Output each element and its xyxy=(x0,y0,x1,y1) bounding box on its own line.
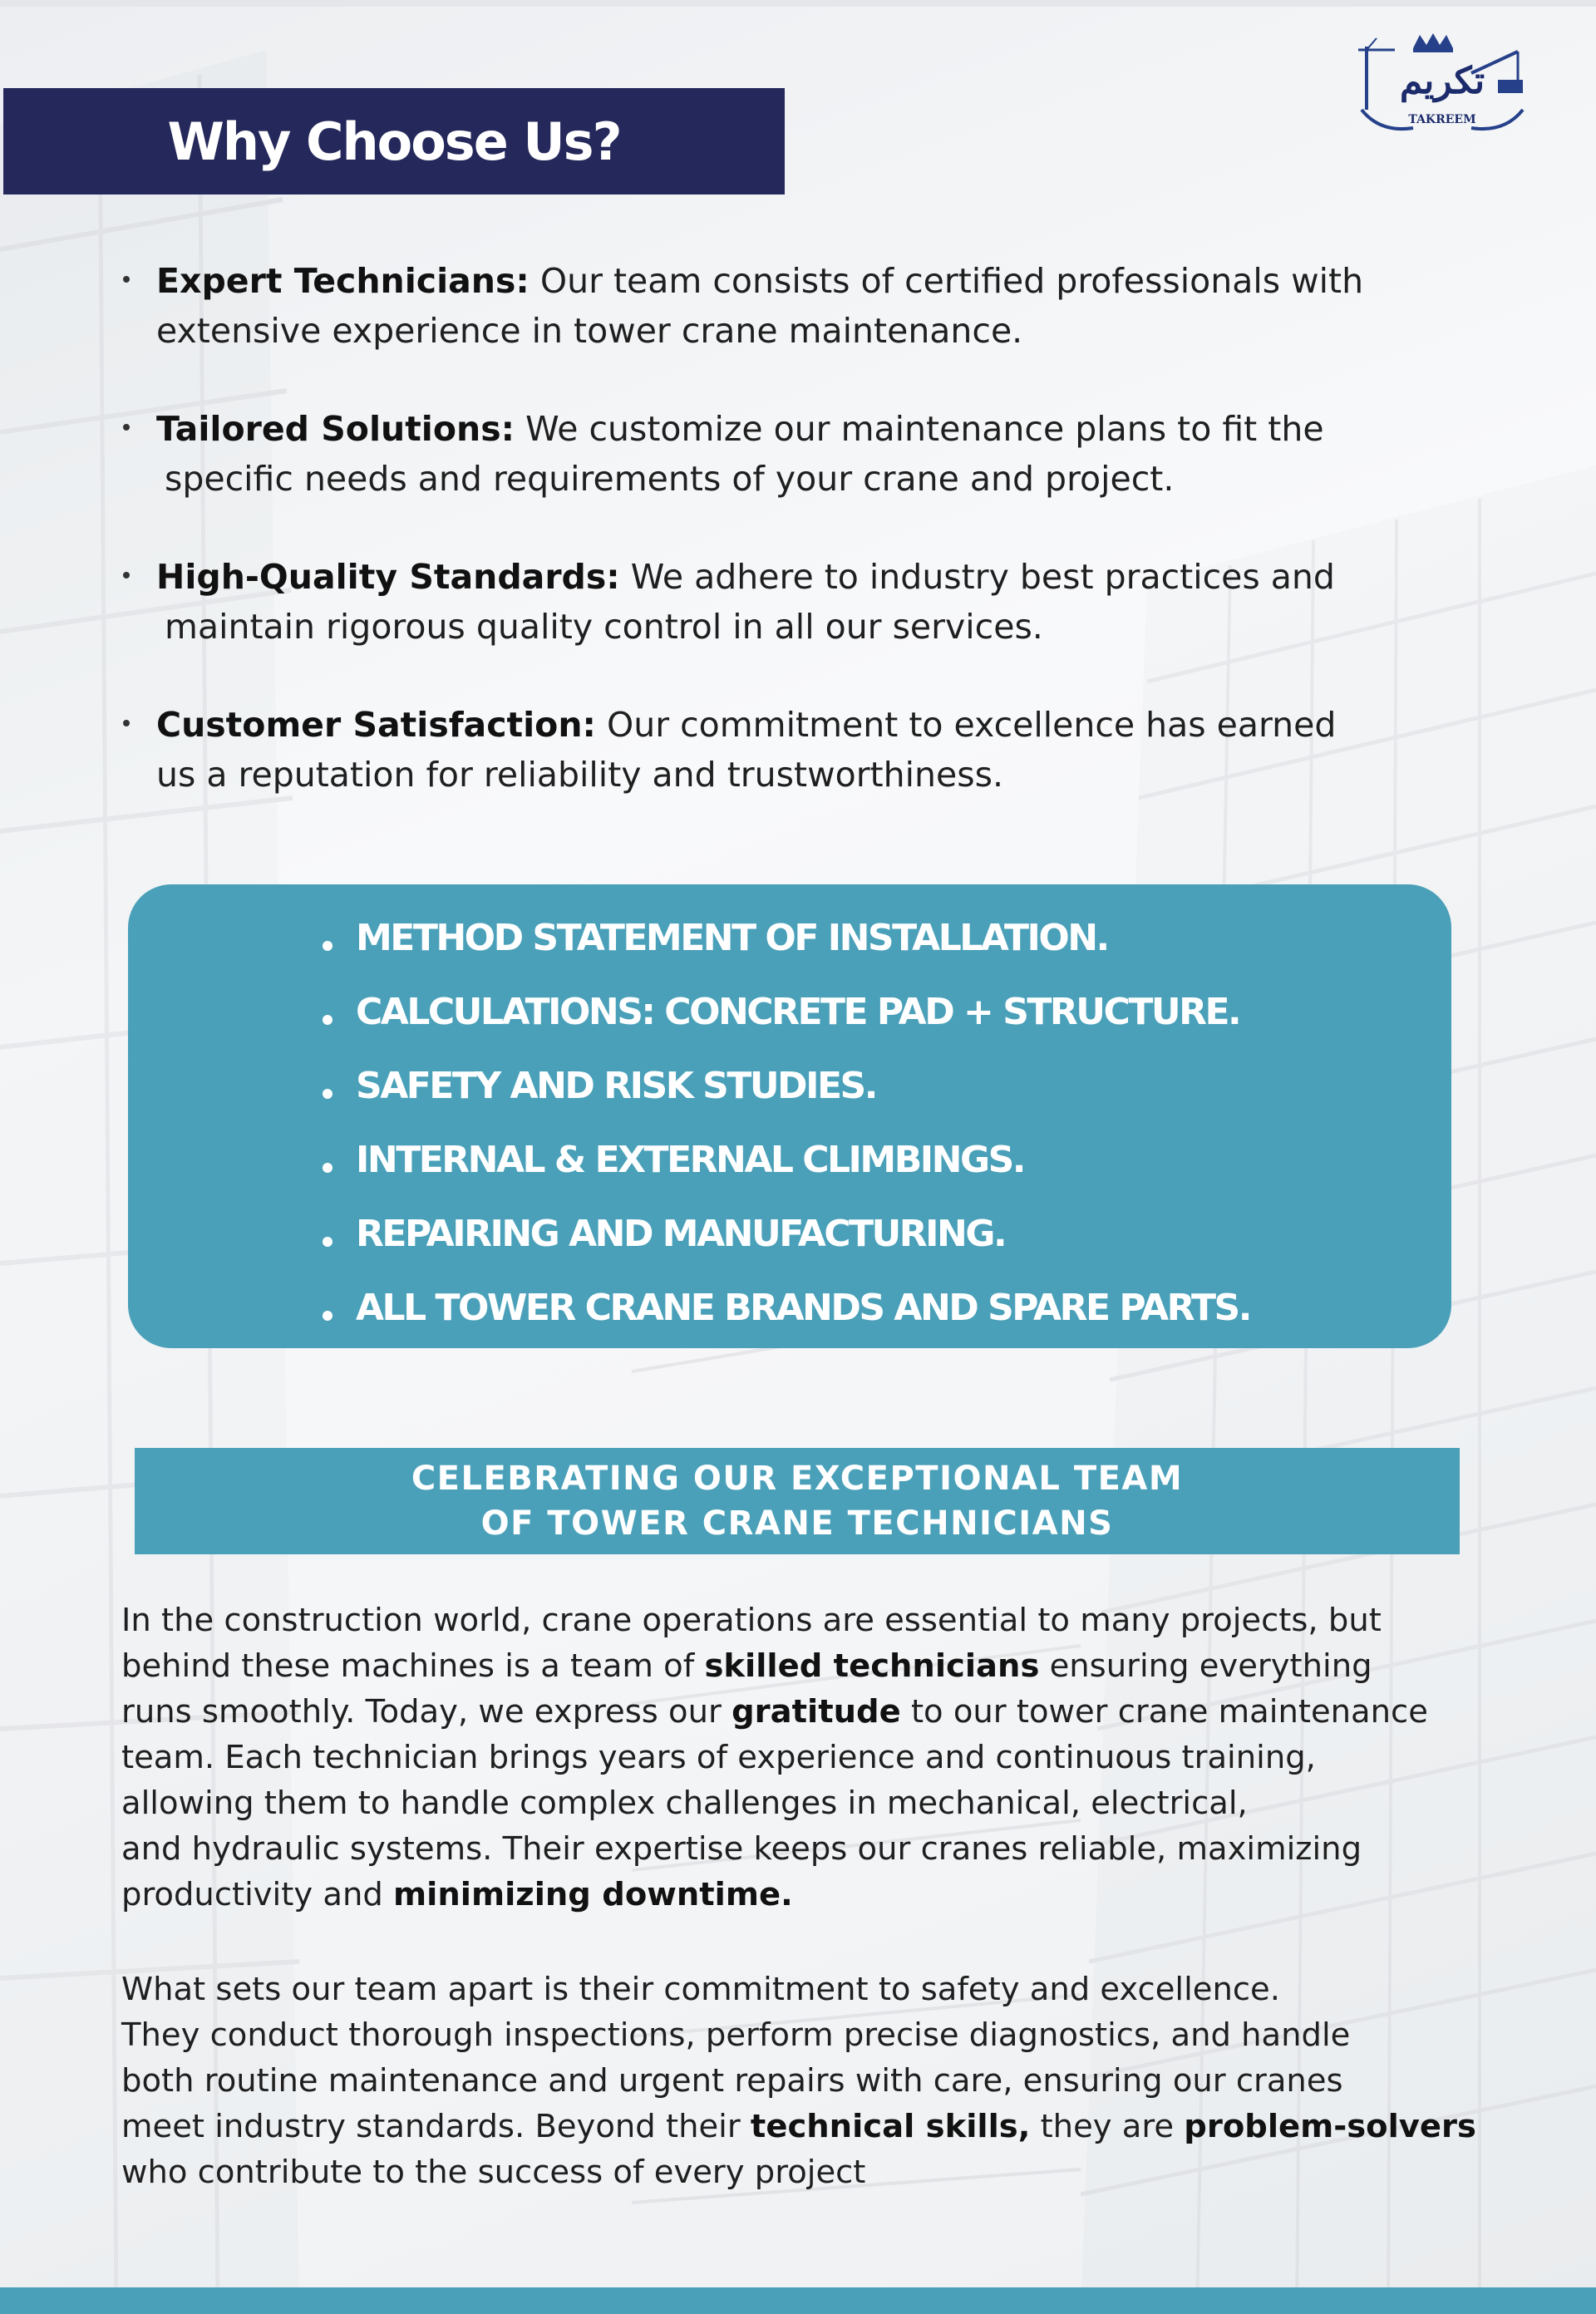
bullet-icon xyxy=(323,1163,332,1173)
service-text: CALCULATIONS: CONCRETE PAD + STRUCTURE. xyxy=(356,991,1240,1033)
why-item-tailored-solutions xyxy=(116,404,1480,504)
why-choose-list xyxy=(116,256,1480,848)
service-item xyxy=(128,1279,1451,1353)
page-title: Why Choose Us? xyxy=(167,111,621,172)
emphasis-text: skilled technicians xyxy=(704,1647,1040,1685)
service-item xyxy=(128,983,1451,1057)
service-text: ALL TOWER CRANE BRANDS AND SPARE PARTS. xyxy=(356,1287,1250,1329)
bullet-icon xyxy=(323,1015,332,1025)
emphasis-text: gratitude xyxy=(732,1693,901,1731)
paragraph-line: meet industry standards. Beyond their xyxy=(121,2108,751,2145)
why-item-line1: Our team consists of certified professionals with xyxy=(529,261,1364,301)
service-item xyxy=(128,1205,1451,1279)
services-panel xyxy=(128,884,1451,1348)
why-item-heading: High-Quality Standards: xyxy=(156,557,620,597)
why-item-line2: extensive experience in tower crane maintenance. xyxy=(156,311,1023,351)
bullet-icon xyxy=(323,1237,332,1247)
logo-brand-text: TAKREEM xyxy=(1408,113,1476,126)
bullet-icon xyxy=(123,276,130,283)
service-text: SAFETY AND RISK STUDIES. xyxy=(356,1065,876,1107)
why-item-text xyxy=(156,256,1480,356)
paragraph-line: In the construction world, crane operations are essential to many projects, but xyxy=(121,1602,1382,1639)
paragraph-line: both routine maintenance and urgent repairs with care, ensuring our cranes xyxy=(121,2062,1343,2100)
emphasis-text: minimizing downtime. xyxy=(393,1876,793,1913)
paragraph-line: What sets our team apart is their commitment to safety and excellence. xyxy=(121,1971,1280,2008)
emphasis-text: technical skills, xyxy=(750,2108,1031,2145)
why-item-line2: us a reputation for reliability and trustworthiness. xyxy=(156,755,1003,795)
why-item-heading: Tailored Solutions: xyxy=(156,409,515,449)
why-item-heading: Customer Satisfaction: xyxy=(156,705,596,745)
why-item-text xyxy=(156,404,1480,504)
bullet-icon xyxy=(323,1089,332,1099)
why-item-high-quality-standards xyxy=(116,552,1480,652)
why-item-heading: Expert Technicians: xyxy=(156,261,530,301)
bullet-icon xyxy=(123,572,130,578)
team-paragraph-2 xyxy=(121,1967,1518,2195)
why-item-text xyxy=(156,700,1480,800)
paragraph-line: they are xyxy=(1030,2108,1185,2145)
paragraph-line: productivity and xyxy=(121,1876,394,1913)
paragraph-line: to our tower crane maintenance xyxy=(900,1693,1428,1731)
paragraph-line: and hydraulic systems. Their expertise keeps our cranes reliable, maximizing xyxy=(121,1830,1362,1868)
celebrate-banner xyxy=(135,1448,1460,1554)
service-text: REPAIRING AND MANUFACTURING. xyxy=(356,1213,1006,1255)
emphasis-text: problem-solvers xyxy=(1184,2108,1476,2145)
paragraph-line: behind these machines is a team of xyxy=(121,1647,705,1685)
why-item-line1: Our commitment to excellence has earned xyxy=(595,705,1337,745)
service-text: METHOD STATEMENT OF INSTALLATION. xyxy=(356,917,1108,959)
paragraph-line: They conduct thorough inspections, perform precise diagnostics, and handle xyxy=(121,2016,1351,2054)
bullet-icon xyxy=(123,720,130,726)
takreem-logo xyxy=(1355,30,1530,138)
logo-arabic-text: تكريم xyxy=(1399,60,1485,102)
why-item-text xyxy=(156,552,1480,652)
why-item-line2: specific needs and requirements of your crane and project. xyxy=(165,459,1175,499)
bullet-icon xyxy=(323,1311,332,1321)
service-item xyxy=(128,1131,1451,1205)
paragraph-line: allowing them to handle complex challenges in mechanical, electrical, xyxy=(121,1785,1248,1822)
service-text: INTERNAL & EXTERNAL CLIMBINGS. xyxy=(356,1139,1024,1181)
paragraph-line: team. Each technician brings years of experience and continuous training, xyxy=(121,1739,1316,1776)
why-item-line2: maintain rigorous quality control in all our services. xyxy=(165,607,1043,647)
service-item xyxy=(128,909,1451,983)
paragraph-line: ensuring everything xyxy=(1039,1647,1372,1685)
service-item xyxy=(128,1057,1451,1131)
bottom-accent-bar xyxy=(0,2287,1596,2314)
why-item-line1: We adhere to industry best practices and xyxy=(619,557,1335,597)
bullet-icon xyxy=(123,424,130,431)
why-item-customer-satisfaction xyxy=(116,700,1480,800)
celebrate-heading-line1: CELEBRATING OUR EXCEPTIONAL TEAM xyxy=(411,1460,1184,1498)
why-item-expert-technicians xyxy=(116,256,1480,356)
paragraph-line: who contribute to the success of every project xyxy=(121,2154,866,2191)
title-banner xyxy=(3,88,785,194)
why-item-line1: We customize our maintenance plans to fit the xyxy=(515,409,1324,449)
celebrate-heading-line2: OF TOWER CRANE TECHNICIANS xyxy=(480,1504,1114,1543)
bullet-icon xyxy=(323,941,332,951)
paragraph-line: runs smoothly. Today, we express our xyxy=(121,1693,732,1731)
team-paragraph-1 xyxy=(121,1598,1518,1918)
services-list xyxy=(128,909,1451,1353)
